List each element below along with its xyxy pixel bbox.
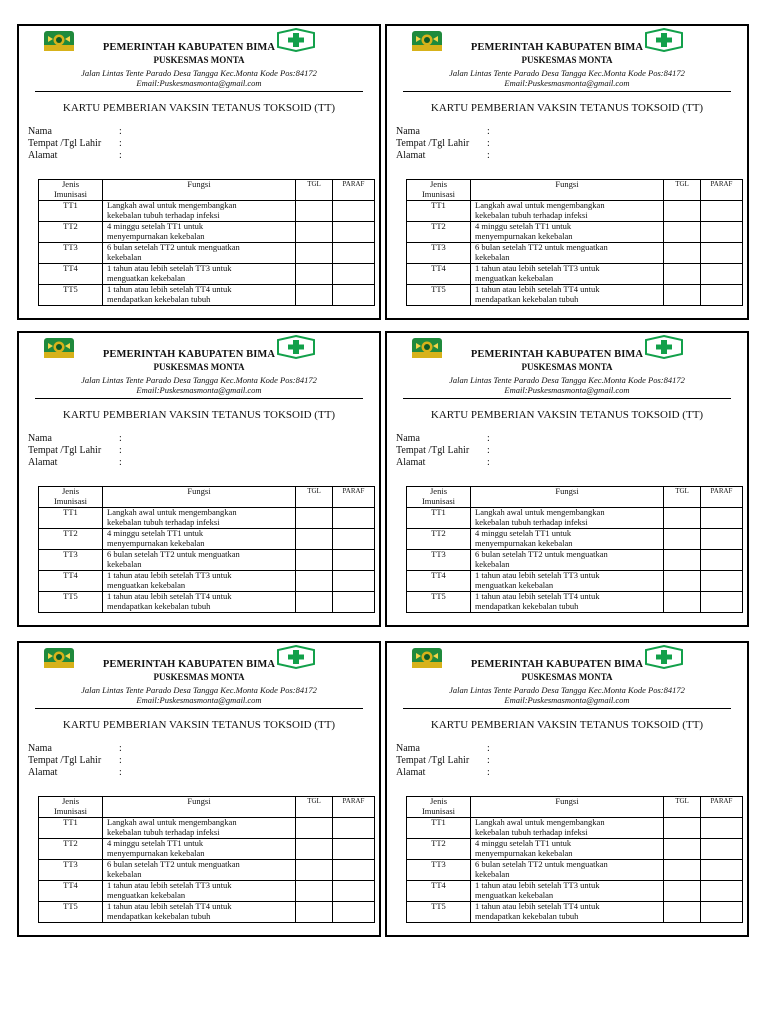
date-cell[interactable] — [664, 550, 701, 571]
signature-cell[interactable] — [701, 285, 743, 306]
field-label: Tempat /Tgl Lahir — [396, 445, 470, 456]
table-row — [39, 285, 375, 306]
signature-cell[interactable] — [701, 529, 743, 550]
table-row — [39, 592, 375, 613]
table-row — [407, 529, 743, 550]
date-cell[interactable] — [296, 571, 333, 592]
dose-code: TT1 — [407, 818, 471, 839]
dose-code: TT3 — [407, 243, 471, 264]
email-line: Email:Puskesmasmonta@gmail.com — [504, 695, 630, 705]
field-label: Alamat — [396, 457, 426, 468]
identity-fields — [28, 433, 168, 469]
col-header-fungsi: Fungsi — [103, 797, 296, 818]
field-colon: : — [487, 743, 490, 754]
dose-function: 4 minggu setelah TT1 untuk menyempurnakan kekebalan — [103, 222, 296, 243]
immunization-table — [406, 796, 743, 923]
dose-code: TT4 — [39, 264, 103, 285]
field-label: Nama — [28, 433, 52, 444]
date-cell[interactable] — [296, 550, 333, 571]
puskesmas-name: PUSKESMAS MONTA — [153, 672, 245, 682]
table-row — [39, 529, 375, 550]
card-title: KARTU PEMBERIAN VAKSIN TETANUS TOKSOID (TT) — [430, 409, 704, 421]
dose-function: 4 minggu setelah TT1 untuk menyempurnakan kekebalan — [471, 529, 664, 550]
signature-cell[interactable] — [701, 222, 743, 243]
signature-cell[interactable] — [701, 201, 743, 222]
letterhead-divider — [35, 708, 363, 709]
date-cell[interactable] — [664, 529, 701, 550]
signature-cell[interactable] — [333, 529, 375, 550]
date-cell[interactable] — [664, 571, 701, 592]
address-line: Jalan Lintas Tente Parado Desa Tangga Kec.Monta Kode Pos:84172 — [81, 375, 317, 385]
dose-code: TT4 — [407, 571, 471, 592]
field-colon: : — [119, 138, 122, 149]
dose-function: Langkah awal untuk mengembangkan kekebalan tubuh terhadap infeksi — [103, 201, 296, 222]
table-row — [407, 818, 743, 839]
dose-code: TT2 — [39, 839, 103, 860]
signature-cell[interactable] — [701, 550, 743, 571]
identity-fields — [28, 126, 168, 162]
signature-cell[interactable] — [333, 508, 375, 529]
signature-cell[interactable] — [701, 881, 743, 902]
table-row — [407, 243, 743, 264]
signature-cell[interactable] — [333, 902, 375, 923]
dose-code: TT4 — [39, 571, 103, 592]
vaccine-card — [385, 331, 749, 627]
field-colon: : — [119, 457, 122, 468]
col-header-jenis: Jenis Imunisasi — [39, 797, 103, 818]
puskesmas-cross-icon — [645, 645, 683, 669]
field-nama — [396, 433, 536, 445]
field-colon: : — [487, 767, 490, 778]
col-header-tgl: TGL — [296, 487, 333, 508]
field-label: Alamat — [396, 150, 426, 161]
date-cell[interactable] — [296, 222, 333, 243]
table-row — [39, 571, 375, 592]
dose-code: TT1 — [39, 508, 103, 529]
immunization-table — [38, 179, 375, 306]
field-label: Tempat /Tgl Lahir — [396, 755, 470, 766]
col-header-fungsi: Fungsi — [103, 487, 296, 508]
table-row — [407, 508, 743, 529]
letterhead-divider — [35, 91, 363, 92]
table-row — [407, 550, 743, 571]
field-ttl — [396, 445, 536, 457]
field-nama — [28, 433, 168, 445]
table-row — [39, 839, 375, 860]
letterhead-divider — [35, 398, 363, 399]
col-header-fungsi: Fungsi — [471, 487, 664, 508]
table-header-row — [407, 180, 743, 201]
signature-cell[interactable] — [333, 839, 375, 860]
col-header-paraf: PARAF — [701, 487, 743, 508]
field-colon: : — [119, 445, 122, 456]
table-header-row — [407, 487, 743, 508]
dose-function: 1 tahun atau lebih setelah TT4 untuk mendapatkan kekebalan tubuh — [471, 902, 664, 923]
dose-function: 1 tahun atau lebih setelah TT4 untuk mendapatkan kekebalan tubuh — [103, 902, 296, 923]
field-colon: : — [487, 755, 490, 766]
field-label: Nama — [396, 433, 420, 444]
date-cell[interactable] — [296, 839, 333, 860]
puskesmas-name: PUSKESMAS MONTA — [521, 55, 613, 65]
date-cell[interactable] — [664, 508, 701, 529]
dose-function: 1 tahun atau lebih setelah TT3 untuk menguatkan kekebalan — [103, 264, 296, 285]
dose-code: TT5 — [407, 285, 471, 306]
field-alamat — [28, 150, 168, 162]
puskesmas-cross-icon — [645, 335, 683, 359]
instansi-title: PEMERINTAH KABUPATEN BIMA — [470, 659, 644, 670]
field-label: Nama — [396, 743, 420, 754]
address-line: Jalan Lintas Tente Parado Desa Tangga Kec.Monta Kode Pos:84172 — [449, 685, 685, 695]
dose-function: 6 bulan setelah TT2 untuk menguatkan kekebalan — [471, 243, 664, 264]
field-nama — [28, 126, 168, 138]
date-cell[interactable] — [296, 592, 333, 613]
date-cell[interactable] — [296, 529, 333, 550]
puskesmas-cross-icon — [277, 28, 315, 52]
dose-code: TT2 — [39, 222, 103, 243]
email-line: Email:Puskesmasmonta@gmail.com — [136, 385, 262, 395]
dose-code: TT4 — [407, 264, 471, 285]
dose-function: Langkah awal untuk mengembangkan kekebalan tubuh terhadap infeksi — [103, 508, 296, 529]
field-colon: : — [487, 433, 490, 444]
signature-cell[interactable] — [333, 592, 375, 613]
field-colon: : — [119, 755, 122, 766]
dose-function: Langkah awal untuk mengembangkan kekebalan tubuh terhadap infeksi — [471, 818, 664, 839]
table-row — [39, 508, 375, 529]
date-cell[interactable] — [664, 839, 701, 860]
date-cell[interactable] — [296, 508, 333, 529]
signature-cell[interactable] — [701, 860, 743, 881]
signature-cell[interactable] — [701, 264, 743, 285]
field-ttl — [396, 138, 536, 150]
dose-function: 6 bulan setelah TT2 untuk menguatkan kekebalan — [103, 243, 296, 264]
puskesmas-cross-icon — [277, 335, 315, 359]
col-header-jenis: Jenis Imunisasi — [407, 797, 471, 818]
dose-code: TT3 — [39, 243, 103, 264]
dose-function: 6 bulan setelah TT2 untuk menguatkan kekebalan — [471, 860, 664, 881]
dose-code: TT5 — [39, 902, 103, 923]
field-nama — [396, 126, 536, 138]
field-colon: : — [119, 767, 122, 778]
vaccine-card — [385, 24, 749, 320]
col-header-fungsi: Fungsi — [471, 797, 664, 818]
email-line: Email:Puskesmasmonta@gmail.com — [136, 695, 262, 705]
email-line: Email:Puskesmasmonta@gmail.com — [504, 78, 630, 88]
date-cell[interactable] — [664, 881, 701, 902]
identity-fields — [396, 126, 536, 162]
table-row — [407, 902, 743, 923]
immunization-table — [38, 486, 375, 613]
col-header-tgl: TGL — [296, 180, 333, 201]
dose-code: TT5 — [39, 285, 103, 306]
signature-cell[interactable] — [333, 285, 375, 306]
letterhead-divider — [403, 398, 731, 399]
signature-cell[interactable] — [333, 571, 375, 592]
col-header-fungsi: Fungsi — [471, 180, 664, 201]
instansi-title: PEMERINTAH KABUPATEN BIMA — [470, 349, 644, 360]
table-header-row — [407, 797, 743, 818]
table-row — [39, 201, 375, 222]
identity-fields — [396, 433, 536, 469]
signature-cell[interactable] — [333, 201, 375, 222]
instansi-title: PEMERINTAH KABUPATEN BIMA — [470, 42, 644, 53]
date-cell[interactable] — [664, 592, 701, 613]
signature-cell[interactable] — [701, 571, 743, 592]
immunization-table — [406, 179, 743, 306]
date-cell[interactable] — [296, 264, 333, 285]
instansi-title: PEMERINTAH KABUPATEN BIMA — [102, 349, 276, 360]
table-row — [39, 243, 375, 264]
field-label: Nama — [396, 126, 420, 137]
date-cell[interactable] — [664, 902, 701, 923]
field-label: Tempat /Tgl Lahir — [396, 138, 470, 149]
dose-function: Langkah awal untuk mengembangkan kekebalan tubuh terhadap infeksi — [103, 818, 296, 839]
field-label: Nama — [28, 126, 52, 137]
field-label: Alamat — [28, 457, 58, 468]
address-line: Jalan Lintas Tente Parado Desa Tangga Kec.Monta Kode Pos:84172 — [449, 375, 685, 385]
field-label: Nama — [28, 743, 52, 754]
dose-code: TT4 — [407, 881, 471, 902]
field-colon: : — [487, 138, 490, 149]
puskesmas-name: PUSKESMAS MONTA — [521, 672, 613, 682]
signature-cell[interactable] — [333, 550, 375, 571]
signature-cell[interactable] — [701, 592, 743, 613]
field-colon: : — [119, 743, 122, 754]
col-header-paraf: PARAF — [701, 797, 743, 818]
table-row — [407, 881, 743, 902]
table-row — [39, 550, 375, 571]
puskesmas-name: PUSKESMAS MONTA — [153, 55, 245, 65]
email-line: Email:Puskesmasmonta@gmail.com — [504, 385, 630, 395]
field-alamat — [28, 457, 168, 469]
table-row — [407, 571, 743, 592]
card-title: KARTU PEMBERIAN VAKSIN TETANUS TOKSOID (TT) — [62, 719, 336, 731]
date-cell[interactable] — [296, 243, 333, 264]
dose-function: 1 tahun atau lebih setelah TT4 untuk mendapatkan kekebalan tubuh — [103, 592, 296, 613]
col-header-fungsi: Fungsi — [103, 180, 296, 201]
col-header-jenis: Jenis Imunisasi — [407, 180, 471, 201]
field-colon: : — [487, 126, 490, 137]
vaccine-card — [17, 641, 381, 937]
address-line: Jalan Lintas Tente Parado Desa Tangga Kec.Monta Kode Pos:84172 — [81, 68, 317, 78]
dose-function: 1 tahun atau lebih setelah TT3 untuk menguatkan kekebalan — [103, 571, 296, 592]
date-cell[interactable] — [296, 881, 333, 902]
table-row — [39, 264, 375, 285]
dose-code: TT1 — [407, 508, 471, 529]
date-cell[interactable] — [296, 818, 333, 839]
field-label: Alamat — [28, 767, 58, 778]
dose-code: TT1 — [39, 201, 103, 222]
date-cell[interactable] — [664, 264, 701, 285]
col-header-tgl: TGL — [296, 797, 333, 818]
email-line: Email:Puskesmasmonta@gmail.com — [136, 78, 262, 88]
dose-function: 1 tahun atau lebih setelah TT3 untuk menguatkan kekebalan — [103, 881, 296, 902]
table-row — [407, 201, 743, 222]
table-row — [407, 839, 743, 860]
field-ttl — [28, 138, 168, 150]
dose-code: TT2 — [407, 529, 471, 550]
dose-function: 1 tahun atau lebih setelah TT3 untuk menguatkan kekebalan — [471, 571, 664, 592]
field-colon: : — [487, 150, 490, 161]
date-cell[interactable] — [664, 285, 701, 306]
dose-code: TT2 — [39, 529, 103, 550]
identity-fields — [396, 743, 536, 779]
date-cell[interactable] — [296, 201, 333, 222]
dose-code: TT5 — [407, 902, 471, 923]
date-cell[interactable] — [664, 860, 701, 881]
dose-code: TT5 — [39, 592, 103, 613]
table-row — [407, 592, 743, 613]
col-header-tgl: TGL — [664, 797, 701, 818]
col-header-jenis: Jenis Imunisasi — [39, 180, 103, 201]
field-label: Tempat /Tgl Lahir — [28, 445, 102, 456]
puskesmas-cross-icon — [645, 28, 683, 52]
field-label: Tempat /Tgl Lahir — [28, 755, 102, 766]
dose-code: TT3 — [407, 550, 471, 571]
col-header-tgl: TGL — [664, 487, 701, 508]
table-header-row — [39, 180, 375, 201]
signature-cell[interactable] — [333, 860, 375, 881]
table-header-row — [39, 487, 375, 508]
field-colon: : — [119, 150, 122, 161]
field-alamat — [396, 150, 536, 162]
table-row — [39, 818, 375, 839]
field-colon: : — [487, 457, 490, 468]
dose-function: 1 tahun atau lebih setelah TT4 untuk mendapatkan kekebalan tubuh — [471, 285, 664, 306]
date-cell[interactable] — [664, 243, 701, 264]
table-row — [39, 902, 375, 923]
field-nama — [28, 743, 168, 755]
field-nama — [396, 743, 536, 755]
field-ttl — [28, 445, 168, 457]
signature-cell[interactable] — [333, 264, 375, 285]
signature-cell[interactable] — [701, 243, 743, 264]
puskesmas-name: PUSKESMAS MONTA — [521, 362, 613, 372]
dose-function: Langkah awal untuk mengembangkan kekebalan tubuh terhadap infeksi — [471, 201, 664, 222]
field-colon: : — [487, 445, 490, 456]
puskesmas-cross-icon — [277, 645, 315, 669]
dose-function: 6 bulan setelah TT2 untuk menguatkan kekebalan — [103, 860, 296, 881]
field-colon: : — [119, 126, 122, 137]
field-label: Alamat — [28, 150, 58, 161]
table-row — [407, 860, 743, 881]
immunization-table — [406, 486, 743, 613]
table-row — [39, 222, 375, 243]
letterhead-divider — [403, 91, 731, 92]
signature-cell[interactable] — [701, 508, 743, 529]
dose-function: 1 tahun atau lebih setelah TT3 untuk menguatkan kekebalan — [471, 881, 664, 902]
date-cell[interactable] — [664, 222, 701, 243]
dose-function: 1 tahun atau lebih setelah TT4 untuk mendapatkan kekebalan tubuh — [103, 285, 296, 306]
signature-cell[interactable] — [333, 818, 375, 839]
field-alamat — [28, 767, 168, 779]
dose-code: TT3 — [407, 860, 471, 881]
col-header-jenis: Jenis Imunisasi — [39, 487, 103, 508]
identity-fields — [28, 743, 168, 779]
dose-code: TT3 — [39, 550, 103, 571]
dose-function: 4 minggu setelah TT1 untuk menyempurnakan kekebalan — [471, 222, 664, 243]
vaccine-card — [385, 641, 749, 937]
puskesmas-name: PUSKESMAS MONTA — [153, 362, 245, 372]
date-cell[interactable] — [664, 818, 701, 839]
dose-code: TT4 — [39, 881, 103, 902]
dose-code: TT1 — [407, 201, 471, 222]
field-alamat — [396, 457, 536, 469]
col-header-paraf: PARAF — [333, 487, 375, 508]
instansi-title: PEMERINTAH KABUPATEN BIMA — [102, 659, 276, 670]
table-row — [407, 222, 743, 243]
address-line: Jalan Lintas Tente Parado Desa Tangga Kec.Monta Kode Pos:84172 — [81, 685, 317, 695]
col-header-paraf: PARAF — [333, 797, 375, 818]
dose-code: TT2 — [407, 839, 471, 860]
card-title: KARTU PEMBERIAN VAKSIN TETANUS TOKSOID (TT) — [62, 409, 336, 421]
col-header-paraf: PARAF — [333, 180, 375, 201]
signature-cell[interactable] — [333, 222, 375, 243]
card-title: KARTU PEMBERIAN VAKSIN TETANUS TOKSOID (TT) — [430, 102, 704, 114]
dose-function: 1 tahun atau lebih setelah TT3 untuk menguatkan kekebalan — [471, 264, 664, 285]
field-colon: : — [119, 433, 122, 444]
table-row — [407, 285, 743, 306]
date-cell[interactable] — [296, 902, 333, 923]
date-cell[interactable] — [296, 860, 333, 881]
field-ttl — [396, 755, 536, 767]
dose-function: Langkah awal untuk mengembangkan kekebalan tubuh terhadap infeksi — [471, 508, 664, 529]
vaccine-card — [17, 331, 381, 627]
dose-code: TT2 — [407, 222, 471, 243]
field-alamat — [396, 767, 536, 779]
dose-function: 1 tahun atau lebih setelah TT4 untuk mendapatkan kekebalan tubuh — [471, 592, 664, 613]
signature-cell[interactable] — [333, 881, 375, 902]
signature-cell[interactable] — [701, 818, 743, 839]
vaccine-card — [17, 24, 381, 320]
field-label: Alamat — [396, 767, 426, 778]
table-row — [407, 264, 743, 285]
dose-function: 4 minggu setelah TT1 untuk menyempurnakan kekebalan — [471, 839, 664, 860]
date-cell[interactable] — [296, 285, 333, 306]
date-cell[interactable] — [664, 201, 701, 222]
table-header-row — [39, 797, 375, 818]
dose-function: 4 minggu setelah TT1 untuk menyempurnakan kekebalan — [103, 529, 296, 550]
signature-cell[interactable] — [701, 839, 743, 860]
dose-code: TT3 — [39, 860, 103, 881]
col-header-tgl: TGL — [664, 180, 701, 201]
col-header-jenis: Jenis Imunisasi — [407, 487, 471, 508]
dose-code: TT1 — [39, 818, 103, 839]
table-row — [39, 881, 375, 902]
field-ttl — [28, 755, 168, 767]
table-row — [39, 860, 375, 881]
col-header-paraf: PARAF — [701, 180, 743, 201]
address-line: Jalan Lintas Tente Parado Desa Tangga Kec.Monta Kode Pos:84172 — [449, 68, 685, 78]
signature-cell[interactable] — [333, 243, 375, 264]
dose-function: 4 minggu setelah TT1 untuk menyempurnakan kekebalan — [103, 839, 296, 860]
dose-code: TT5 — [407, 592, 471, 613]
card-title: KARTU PEMBERIAN VAKSIN TETANUS TOKSOID (TT) — [430, 719, 704, 731]
card-title: KARTU PEMBERIAN VAKSIN TETANUS TOKSOID (TT) — [62, 102, 336, 114]
dose-function: 6 bulan setelah TT2 untuk menguatkan kekebalan — [471, 550, 664, 571]
immunization-table — [38, 796, 375, 923]
instansi-title: PEMERINTAH KABUPATEN BIMA — [102, 42, 276, 53]
dose-function: 6 bulan setelah TT2 untuk menguatkan kekebalan — [103, 550, 296, 571]
letterhead-divider — [403, 708, 731, 709]
field-label: Tempat /Tgl Lahir — [28, 138, 102, 149]
signature-cell[interactable] — [701, 902, 743, 923]
